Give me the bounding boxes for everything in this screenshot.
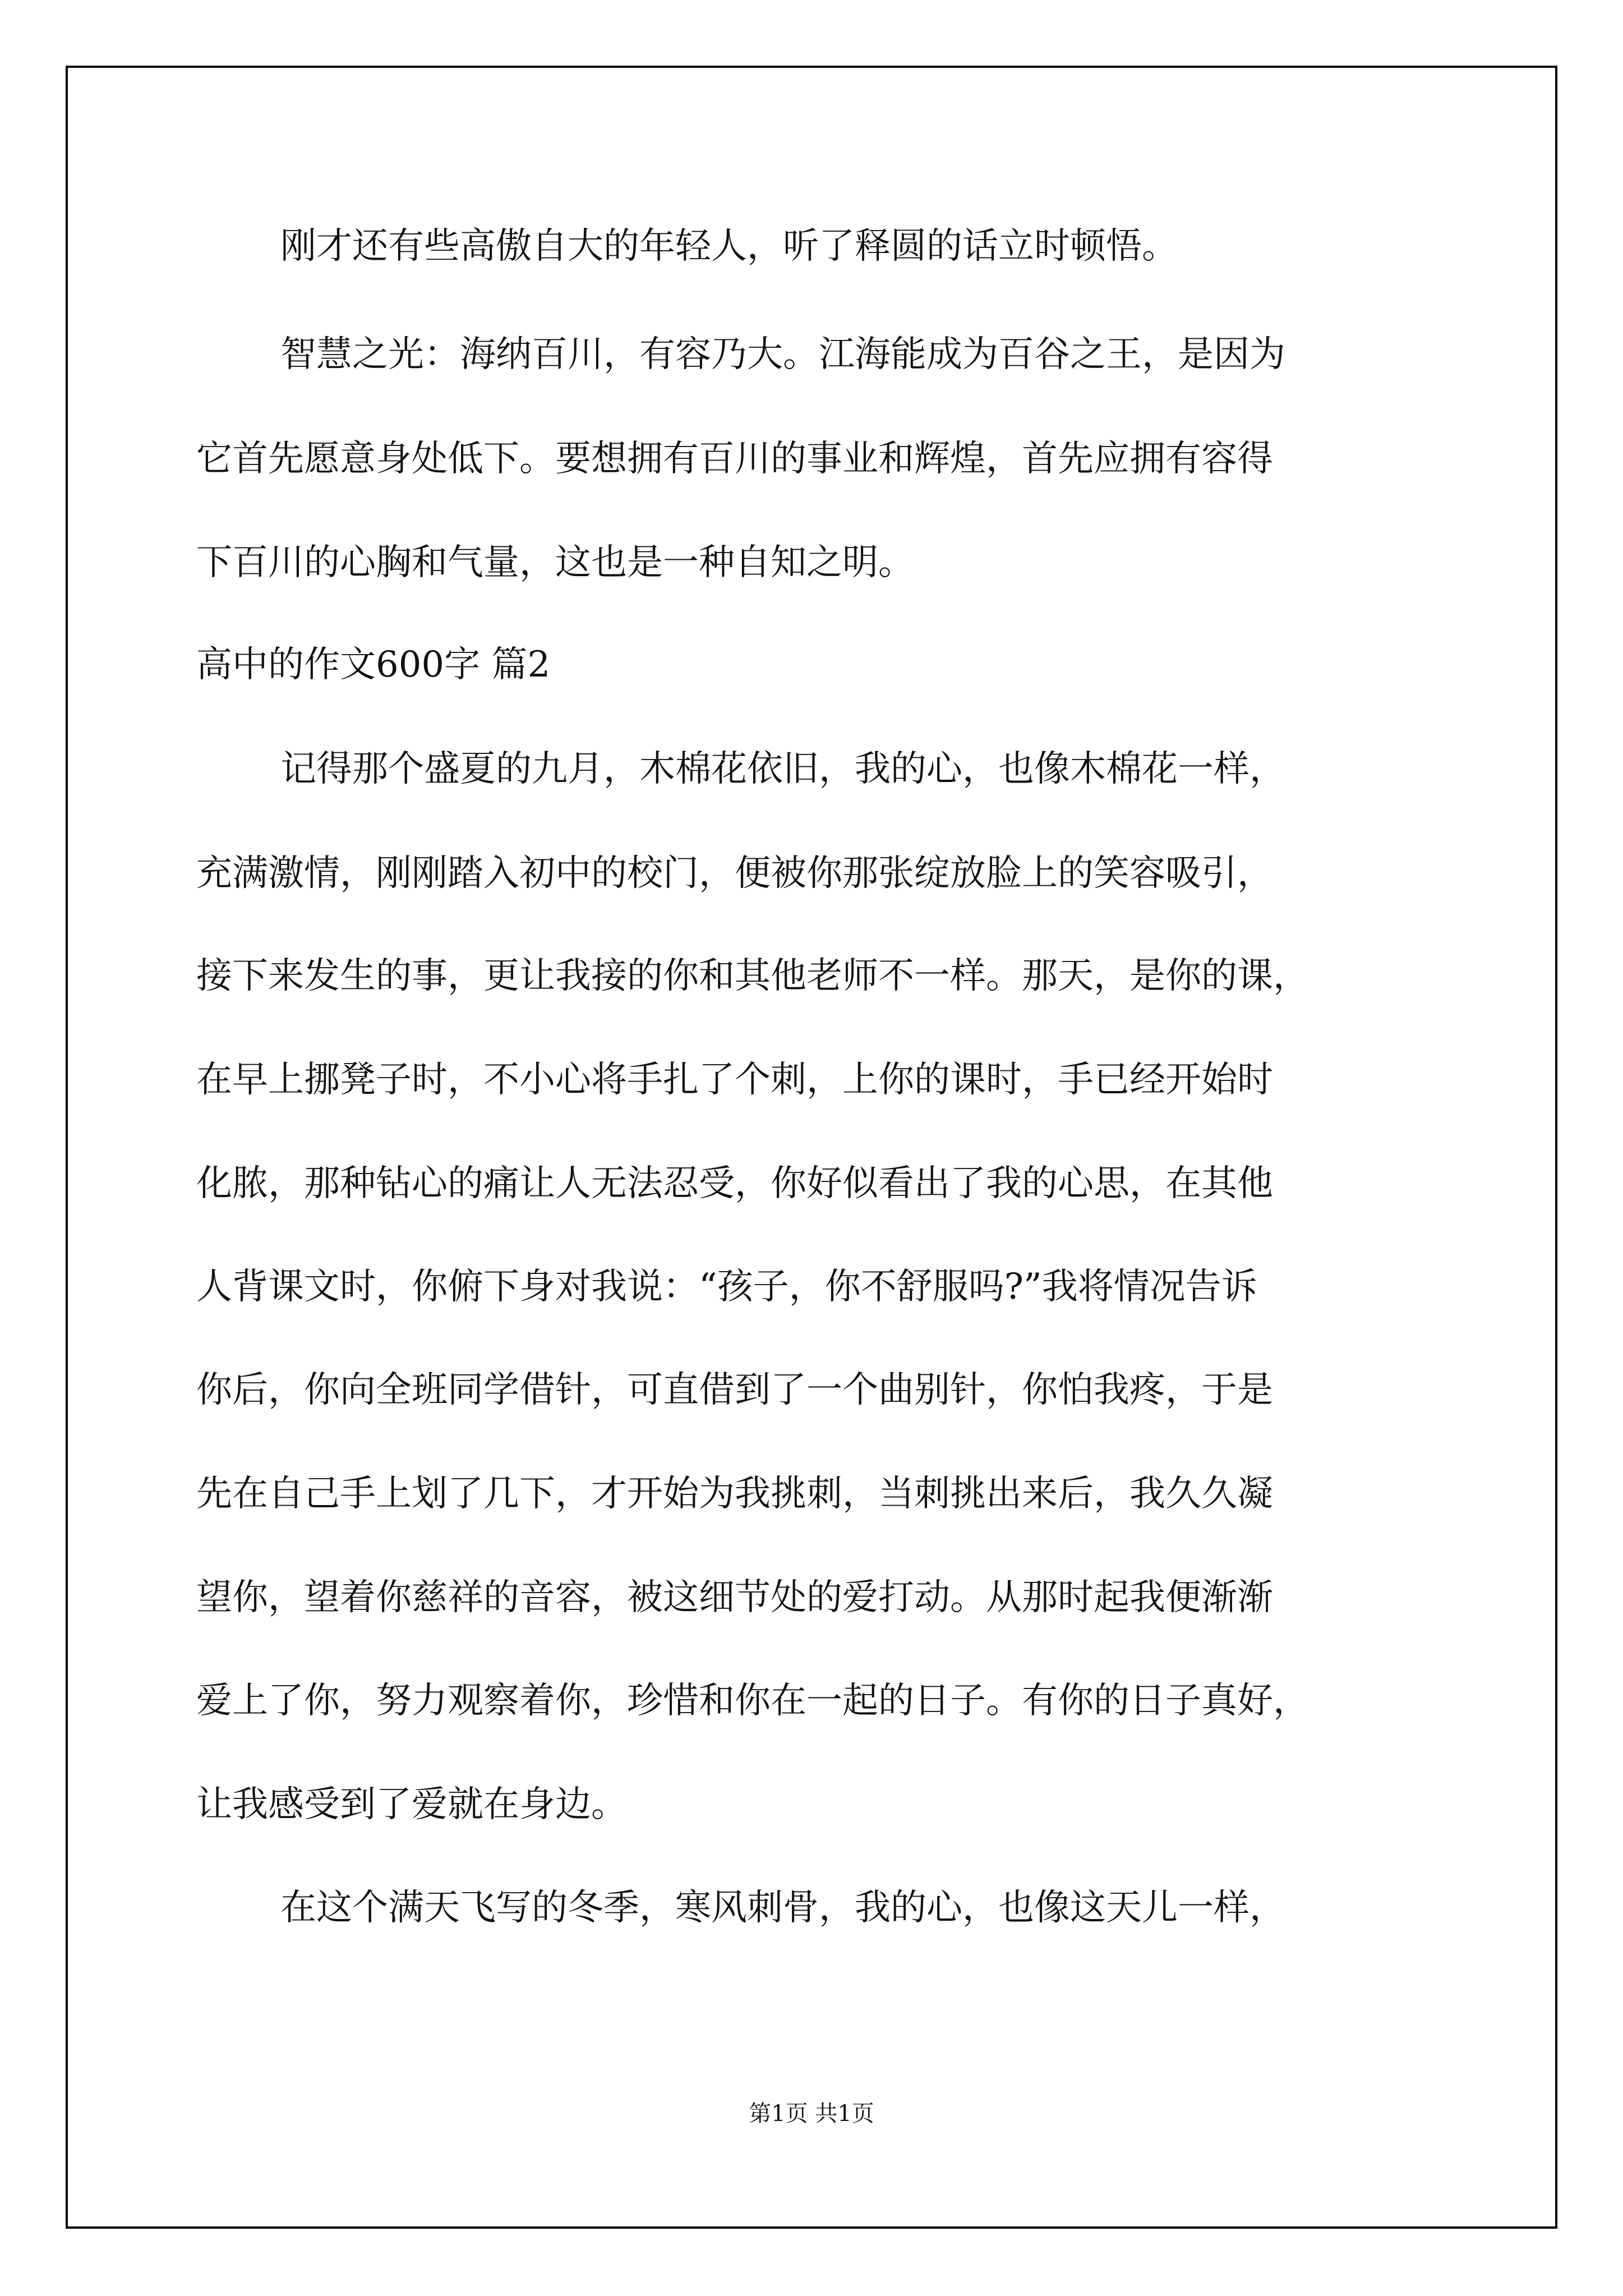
paragraph-line: 爱上了你，努力观察着你，珍惜和你在一起的日子。有你的日子真好， (196, 1680, 1309, 1722)
paragraph-line: 接下来发生的事，更让我接的你和其他老师不一样。那天，是你的课， (196, 955, 1309, 997)
paragraph-line: 下百川的心胸和气量，这也是一种自知之明。 (196, 542, 914, 583)
paragraph-line: 智慧之光：海纳百川，有容乃大。江海能成为百谷之王，是因为 (280, 334, 1285, 375)
paragraph-line: 人背课文时，你俯下身对我说：“孩子，你不舒服吗?”我将情况告诉 (196, 1266, 1257, 1308)
paragraph-line: 在这个满天飞写的冬季，寒风刺骨，我的心，也像这天儿一样， (280, 1887, 1285, 1929)
section-heading: 高中的作文600字 篇2 (196, 644, 551, 685)
page-number: 第1页 共1页 (749, 2101, 874, 2127)
paragraph-line: 望你，望着你慈祥的音容，被这细节处的爱打动。从那时起我便渐渐 (196, 1577, 1273, 1618)
paragraph-line: 它首先愿意身处低下。要想拥有百川的事业和辉煌，首先应拥有容得 (196, 438, 1273, 480)
paragraph-line: 记得那个盛夏的九月，木棉花依旧，我的心，也像木棉花一样， (280, 748, 1285, 790)
paragraph-line: 充满激情，刚刚踏入初中的校门，便被你那张绽放脸上的笑容吸引， (196, 853, 1273, 894)
paragraph-line: 化脓，那种钻心的痛让人无法忍受，你好似看出了我的心思，在其他 (196, 1163, 1273, 1204)
paragraph-line: 让我感受到了爱就在身边。 (196, 1784, 627, 1825)
paragraph-line: 刚才还有些高傲自大的年轻人，听了释圆的话立时顿悟。 (280, 226, 1178, 267)
paragraph-line: 你后，你向全班同学借针，可直借到了一个曲别针，你怕我疼，于是 (196, 1369, 1273, 1411)
paragraph-line: 在早上挪凳子时，不小心将手扎了个刺，上你的课时，手已经开始时 (196, 1059, 1273, 1101)
paragraph-line: 先在自己手上划了几下，才开始为我挑刺，当刺挑出来后，我久久凝 (196, 1473, 1273, 1515)
